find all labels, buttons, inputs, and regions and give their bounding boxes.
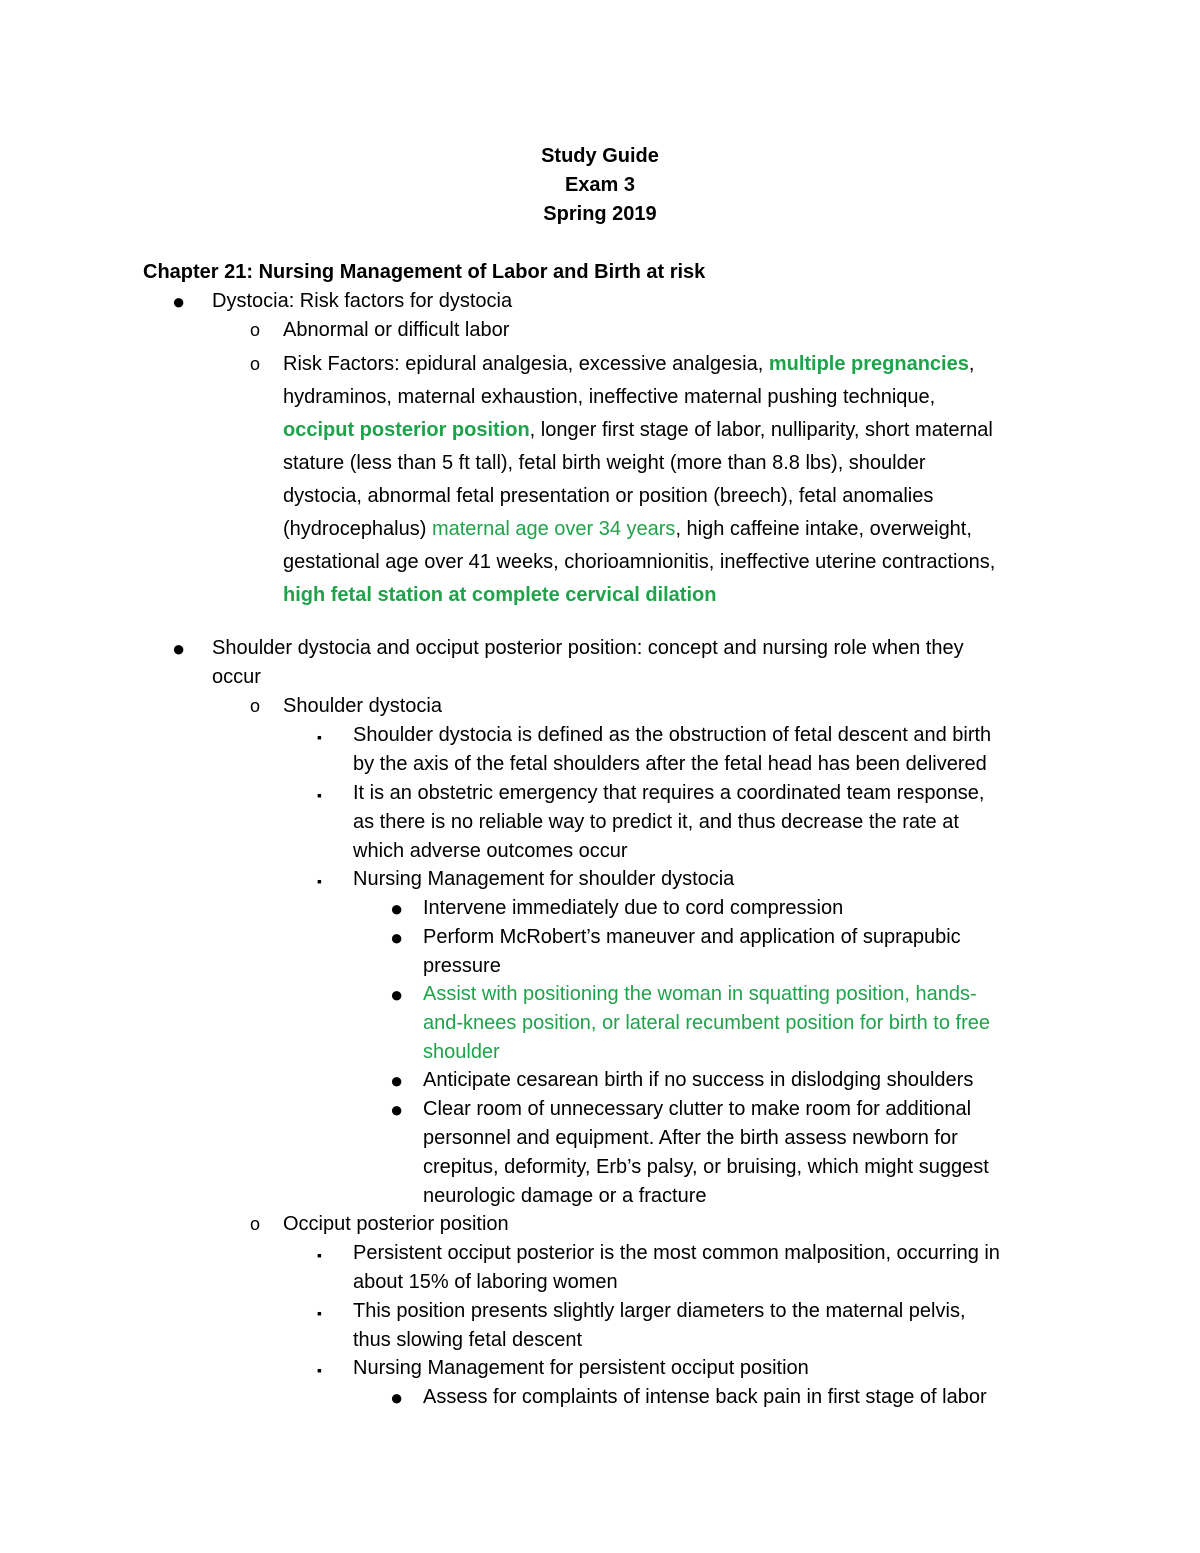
document-header (0, 142, 1200, 229)
risk-highlight: maternal age over 34 years (431, 518, 676, 540)
risk-line-5: dystocia, abnormal fetal presentation or position (breech), fetal anomalies (283, 485, 934, 507)
risk-line-6 (283, 513, 1083, 546)
risk-text: (hydrocephalus) (283, 518, 432, 540)
mgmt-text: shoulder (423, 1041, 500, 1063)
mgmt-text: crepitus, deformity, Erb’s palsy, or bruising, which might suggest (423, 1156, 989, 1178)
shoulder-mgmt-item (390, 923, 961, 981)
term: Spring 2019 (543, 203, 657, 225)
occiput-text: This position presents slightly larger diameters to the maternal pelvis, (353, 1300, 966, 1322)
square-bullet-icon: ▪ (317, 729, 322, 745)
shoulder-management-title-text: Nursing Management for shoulder dystocia (353, 868, 735, 890)
dystocia-definition (250, 316, 510, 345)
bullet-icon: ● (390, 925, 404, 950)
risk-highlight: occiput posterior position (283, 419, 530, 441)
circle-bullet-icon: o (250, 696, 261, 716)
exam-number: Exam 3 (564, 174, 636, 196)
bullet-icon: ● (390, 1385, 404, 1410)
bullet-icon: ● (390, 896, 404, 921)
shoulder-section-heading (172, 634, 1052, 692)
circle-bullet-icon: o (250, 320, 261, 340)
risk-line-8: high fetal station at complete cervical dilation (283, 584, 717, 606)
shoulder-dystocia-title-text: Shoulder dystocia (283, 695, 442, 717)
occiput-point (317, 1297, 966, 1355)
square-bullet-icon: ▪ (317, 873, 322, 889)
emergency-line: as there is no reliable way to predict it, and thus decrease the rate at (353, 811, 959, 833)
heading-line-1: Shoulder dystocia and occiput posterior position: concept and nursing role when they (212, 637, 964, 659)
risk-line-2: hydraminos, maternal exhaustion, ineffective maternal pushing technique, (283, 386, 936, 408)
definition-line: Shoulder dystocia is defined as the obstruction of fetal descent and birth (353, 724, 992, 746)
mgmt-text: Assess for complaints of intense back pain in first stage of labor (423, 1386, 987, 1408)
shoulder-dystocia-title (250, 692, 442, 721)
bullet-icon: ● (172, 289, 186, 314)
risk-text: , high caffeine intake, overweight, (675, 518, 972, 540)
mgmt-text: neurologic damage or a fracture (423, 1185, 707, 1207)
occiput-title-text: Occiput posterior position (283, 1213, 509, 1235)
bullet-icon: ● (172, 636, 186, 661)
shoulder-mgmt-item (390, 894, 844, 923)
circle-bullet-icon: o (250, 1214, 261, 1234)
chapter-heading: Chapter 21: Nursing Management of Labor and Birth at risk (143, 261, 706, 283)
square-bullet-icon: ▪ (317, 787, 322, 803)
occiput-management-title-text: Nursing Management for persistent occiput position (353, 1357, 809, 1379)
shoulder-mgmt-item (390, 1095, 989, 1211)
occiput-management-title (317, 1354, 809, 1383)
mgmt-text: Assist with positioning the woman in squatting position, hands- (423, 983, 977, 1005)
risk-line-3 (283, 414, 1083, 447)
occiput-mgmt-item (390, 1383, 987, 1412)
shoulder-emergency (317, 779, 985, 866)
occiput-point (317, 1239, 1000, 1297)
risk-text: , (968, 353, 975, 375)
shoulder-definition (317, 721, 992, 779)
shoulder-management-title (317, 865, 735, 894)
risk-line-7: gestational age over 41 weeks, chorioamnionitis, ineffective uterine contractions, (283, 551, 996, 573)
risk-line-4: stature (less than 5 ft tall), fetal birth weight (more than 8.8 lbs), shoulder (283, 452, 926, 474)
mgmt-text: pressure (423, 955, 501, 977)
risk-line-1 (283, 348, 1083, 381)
definition-line: by the axis of the fetal shoulders after the fetal head has been delivered (353, 753, 987, 775)
circle-bullet-icon: o (250, 354, 261, 374)
dystocia-heading-text: Dystocia: Risk factors for dystocia (212, 290, 513, 312)
mgmt-text: Intervene immediately due to cord compression (423, 897, 844, 919)
bullet-icon: ● (390, 1097, 404, 1122)
heading-line-2: occur (212, 666, 261, 688)
square-bullet-icon: ▪ (317, 1305, 322, 1321)
emergency-line: which adverse outcomes occur (353, 840, 628, 862)
shoulder-mgmt-item (390, 1066, 974, 1095)
square-bullet-icon: ▪ (317, 1247, 322, 1263)
dystocia-definition-text: Abnormal or difficult labor (283, 319, 510, 341)
occiput-title (250, 1210, 509, 1239)
doc-title: Study Guide (541, 145, 659, 167)
occiput-text: about 15% of laboring women (353, 1271, 618, 1293)
emergency-line: It is an obstetric emergency that requires a coordinated team response, (353, 782, 985, 804)
mgmt-text: Perform McRobert’s maneuver and application of suprapubic (423, 926, 961, 948)
risk-text: , longer first stage of labor, nulliparity, short maternal (529, 419, 993, 441)
mgmt-text: Clear room of unnecessary clutter to make room for additional (423, 1098, 972, 1120)
bullet-icon: ● (390, 982, 404, 1007)
dystocia-heading (172, 287, 513, 316)
risk-highlight: multiple pregnancies (768, 353, 969, 375)
mgmt-text: Anticipate cesarean birth if no success in dislodging shoulders (423, 1069, 974, 1091)
square-bullet-icon: ▪ (317, 1362, 322, 1378)
occiput-text: Persistent occiput posterior is the most common malposition, occurring in (353, 1242, 1000, 1264)
shoulder-mgmt-item-highlight (390, 980, 990, 1067)
occiput-text: thus slowing fetal descent (353, 1329, 583, 1351)
mgmt-text: personnel and equipment. After the birth assess newborn for (423, 1127, 958, 1149)
mgmt-text: and-knees position, or lateral recumbent position for birth to free (423, 1012, 990, 1034)
bullet-icon: ● (390, 1068, 404, 1093)
risk-factors (250, 348, 1083, 612)
risk-text: Risk Factors: epidural analgesia, excessive analgesia, (283, 353, 769, 375)
